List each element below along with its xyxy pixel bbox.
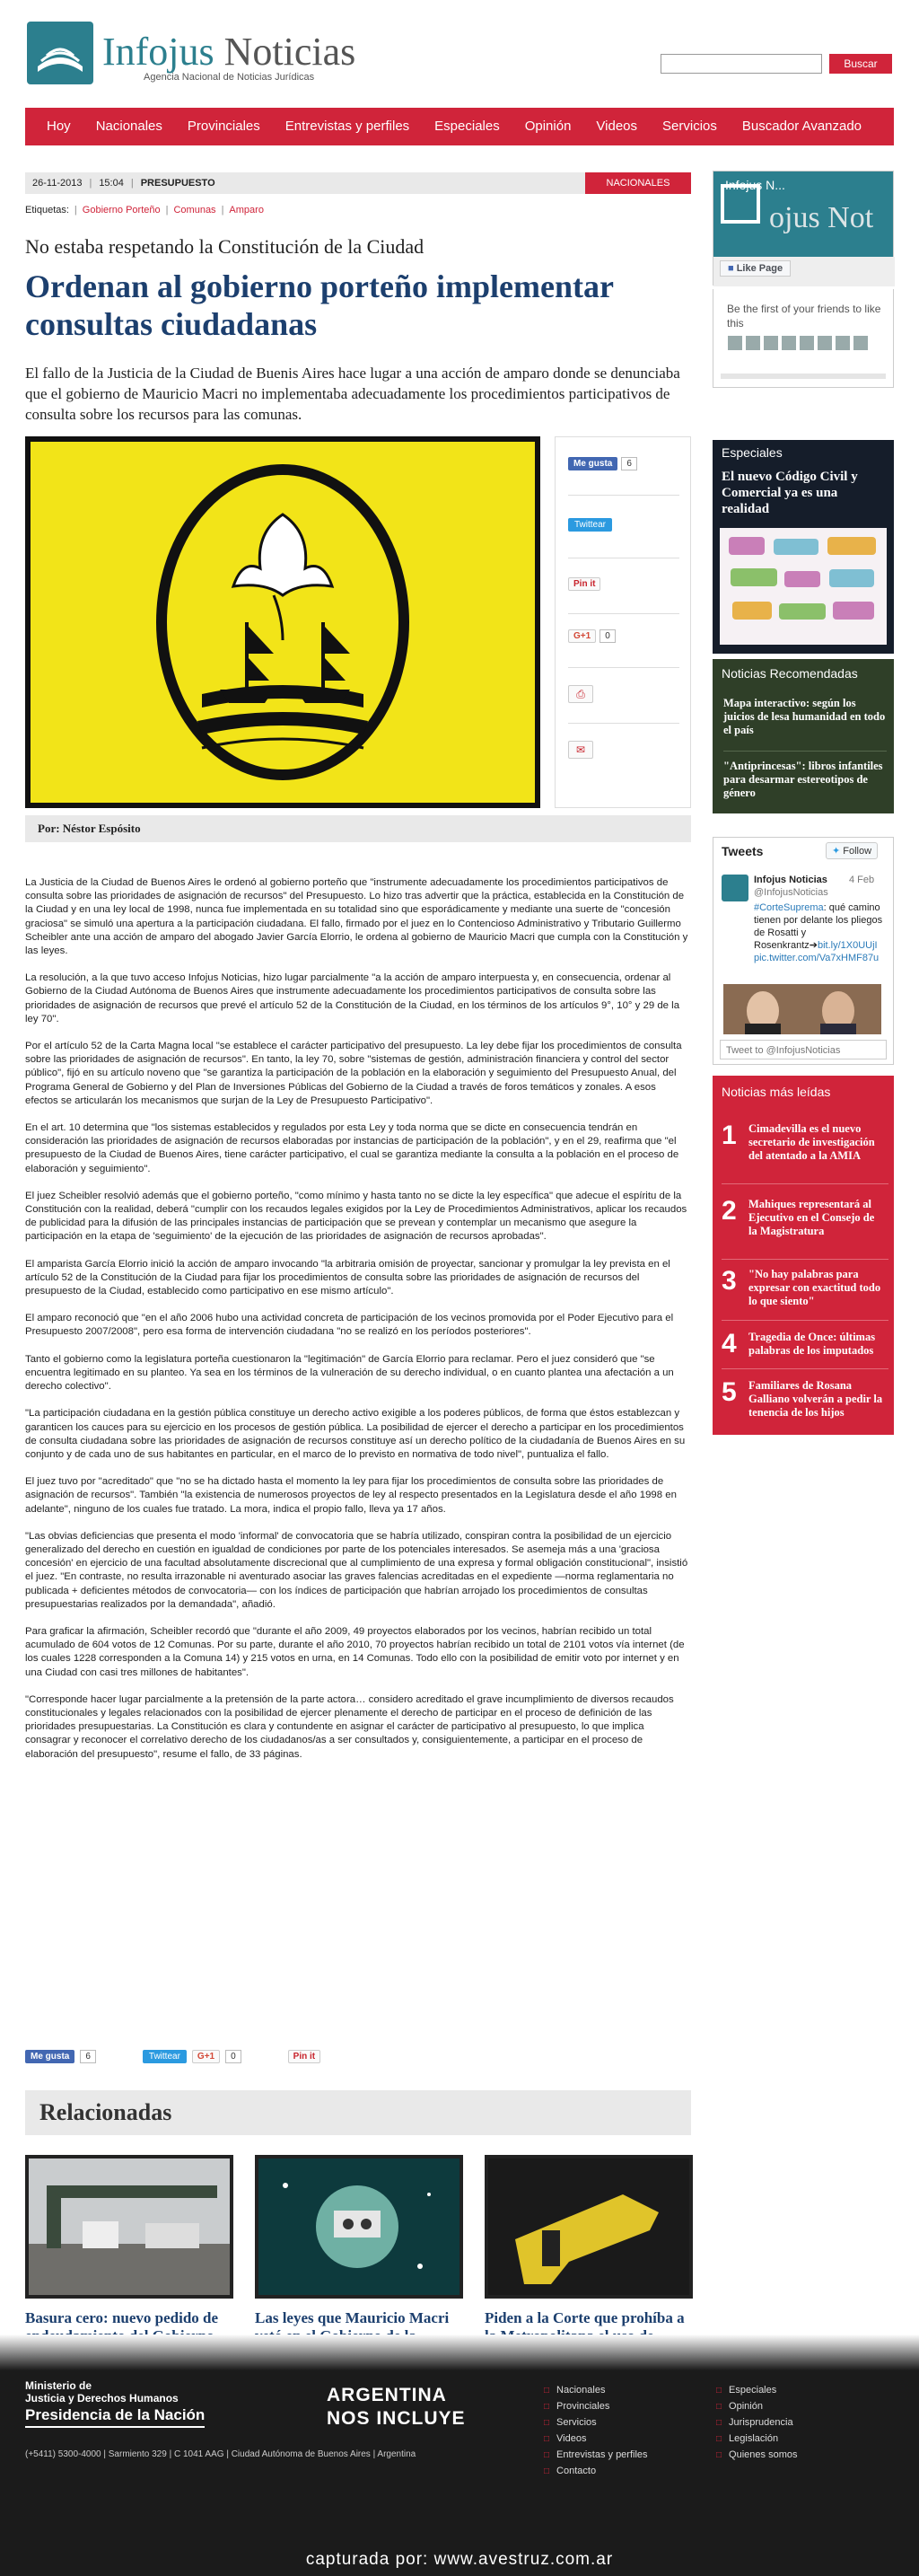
article-paragraph: El juez tuvo por "acreditado" que "no se ha dictado hasta el momento la ley para fijar los procedimientos de consulta sobre las prioridades de asignación de recursos". También "la existencia de numerosos proyectos de ley al respecto presentados en la Legislatura desde el año 1998 en adelante", ninguno de los cuales fue tratado. La mora, indica el propio fallo, lleva ya 17 años.: [25, 1476, 677, 1515]
especiales-label: Especiales: [722, 445, 783, 460]
footer-link[interactable]: □ Opinión: [716, 2401, 763, 2412]
facebook-like-page-button[interactable]: [720, 260, 791, 277]
article-paragraph: El amparista García Elorrio inició la acción de amparo invocando "la arbitraria omisión de proyectar, sancionar y promulgar la ley prevista en el artículo 52 de la Constitución de la Ciudad para fijar los procedimientos de consulta sobre las prioridades de asignación de recursos del presupuesto de la Ciudad, establecido como participativo en ese mismo artículo".: [25, 1258, 670, 1297]
google-plus-button[interactable]: G+1: [568, 629, 596, 643]
nav-item-provinciales[interactable]: Provinciales: [187, 119, 260, 134]
especiales-title[interactable]: El nuevo Código Civil y Comercial ya es una realidad: [722, 470, 858, 516]
recomendadas-label: Noticias Recomendadas: [722, 666, 858, 681]
twitter-follow-button[interactable]: [826, 842, 878, 859]
article-date: 26-11-2013: [32, 178, 83, 189]
article-paragraph: La resolución, a la que tuvo acceso Infojus Noticias, hizo lugar parcialmente "a la acción de amparo interpuesta y, en consecuencia, ordenar al Gobierno de la Ciudad Autónoma de Buenos Aires que instrumente adecuadamente los procedimientos participativos de consulta sobre las prioridades de asignación de recursos que prevé el artículo 52 de la Constitución de la Ciudad, en los términos de los artículos 9°, 10° y 29 de la ley 70".: [25, 972, 680, 1024]
footer-link[interactable]: □ Servicios: [544, 2417, 597, 2428]
footer-address: (+5411) 5300-4000 | Sarmiento 329 | C 1041 AAG | Ciudad Autónoma de Buenos Aires | Argentina: [25, 2449, 416, 2459]
follow-label: Follow: [843, 846, 872, 857]
mas-leida-title[interactable]: Tragedia de Once: últimas palabras de los imputados: [748, 1331, 876, 1357]
article-paragraph: El amparo reconoció que "en el año 2006 hubo una actividad concreta de participación de los vecinos promovida por el Poder Ejecutivo para el Presupuesto 2007/2008", pero esa forma de intervención ciudadana "no se realizó en los períodos posteriores".: [25, 1313, 674, 1338]
mas-leida-number: 1: [722, 1121, 737, 1150]
related-title[interactable]: Las leyes que Mauricio Macri: [255, 2309, 450, 2326]
tags: Etiquetas: | Gobierno Porteño | Comunas | Amparo: [25, 205, 264, 215]
nav-item-opinion[interactable]: Opinión: [524, 119, 572, 134]
mas-leida-number: 2: [722, 1196, 737, 1226]
tweet-button[interactable]: Twittear: [143, 2050, 187, 2063]
mas-leida-item[interactable]: [722, 1268, 892, 1308]
logo-subtitle: Agencia Nacional de Noticias Jurídicas: [144, 72, 315, 83]
tags-label: Etiquetas:: [25, 205, 69, 215]
footer-link[interactable]: □ Contacto: [544, 2466, 596, 2476]
facebook-page-name[interactable]: Infojus N...: [725, 178, 785, 192]
article-paragraph: "Las obvias deficiencias que presenta el modo 'informal' de convocatoria que se habría utilizado, conspiran contra la posibilidad de un ejercicio generalizado del derecho en cuestión en igualdad de condiciones por parte de los potenciales interesados. Se asemeja más a una 'graciosa concesión' en ejercicio de una facultad absolutamente discrecional que al cumplimiento de una expresa y formal obligación constitucional", insistió el juez. "En contraste, no resulta irrazonable ni aventurado asociar las graves falencias acreditadas en el expediente —norma reglamentaria no publicada + deficientes métodos de convocatoria— con los índices de participación que habrían arrojado los procedimientos de consultas presupuestarias realizados por la demandada", añadió.: [25, 1530, 688, 1610]
article-paragraph: Por el artículo 52 de la Carta Magna local "se establece el carácter participativo del presupuesto. La ley debe fijar los procedimientos de consulta sobre las prioridades de asignación de recursos". En tanto, la ley 70, sobre "sistemas de gestión, administración financiera y control del sector público", fijó en su artículo noveno que "se garantiza la participación de la población en la elaboración y seguimiento del Presupuesto Anual, del Programa General de Gobierno y del Plan de Inversiones Públicas del Gobierno de la Ciudad a través de foros temáticos y zonales. A esos efectos se articularán los mecanismos que surjan de la Ley de Presupuesto Participativo".: [25, 1041, 682, 1106]
logo-text[interactable]: [102, 31, 355, 74]
related-title[interactable]: Piden a la Corte que prohíba a: [485, 2309, 685, 2326]
related-image[interactable]: [255, 2155, 463, 2299]
tweets-label: Tweets: [722, 844, 764, 858]
ministerio-line-1[interactable]: Ministerio de: [25, 2379, 92, 2392]
tag-link[interactable]: Amparo: [229, 205, 264, 215]
pinterest-button[interactable]: Pin it: [568, 577, 600, 591]
facebook-like-button[interactable]: Me gusta: [568, 457, 617, 470]
nav-item-buscador[interactable]: Buscador Avanzado: [741, 119, 862, 134]
svg-text:ojus Not: ojus Not: [769, 201, 874, 234]
tweet-body: : qué camino tienen por delante los pliegos de Rosatti y Rosenkrantz➔: [754, 902, 883, 951]
facebook-like-button[interactable]: Me gusta: [25, 2050, 74, 2063]
especiales-image[interactable]: [720, 528, 887, 645]
google-plus-count: 0: [225, 2050, 241, 2063]
footer-link[interactable]: □ Jurisprudencia: [716, 2417, 793, 2428]
mas-leida-item[interactable]: [722, 1198, 892, 1238]
article-lead: El fallo de la Justicia de la Ciudad de Buenis Aires hace lugar a una acción de amparo donde se denunciaba que el gobierno de Mauricio Macri no implementaba adecuadamente los procedimientos participativos de consulta sobre los recursos para las comunas.: [25, 365, 680, 423]
footer-link[interactable]: □ Entrevistas y perfiles: [544, 2449, 648, 2460]
article-paragraph: En el art. 10 determina que "los sistemas establecidos y regulados por esta Ley y toda norma que se dicte en consecuencia tendrán en consideración las prioridades de asignación de recursos elaboradas por instancias de participación de la población", y en el 29, reafirma que "el presupuesto de la Ciudad de Buenos Aires, tiene carácter participativo, el cual se garantiza mediante la consulta a la población en el proceso de elaboración y seguimiento".: [25, 1122, 679, 1174]
facebook-friends-text: Be the first of your friends to like this: [727, 303, 881, 330]
article-paragraph: "Corresponde hacer lugar parcialmente a la pretensión de la parte actora… considero acreditado el grave incumplimiento de diversos recaudos constitucionales y legales relacionados con la posibilidad de ejercer plenamente el derecho de participar en el proceso de definición de las prioridades presupuestarias. La Constitución es clara y contundente en asignar el carácter de participativo al presupuesto, lo que implica consagrar y reconocer el correlativo derecho de los ciudadanos/as a ser consultados y, consiguientemente, a participar en el proceso de elaboración del presupuesto", resume el fallo, de 33 páginas.: [25, 1693, 674, 1760]
city-coat-of-arms-icon: [148, 461, 417, 784]
presidencia-label[interactable]: Presidencia de la Nación: [25, 2406, 205, 2428]
facebook-like-widget[interactable]: [568, 457, 637, 470]
nav-item-entrevistas[interactable]: Entrevistas y perfiles: [284, 119, 410, 134]
tweet-text: [754, 901, 885, 964]
tweet-date[interactable]: 4 Feb: [849, 875, 875, 885]
article-paragraph: Tanto el gobierno como la legislatura porteña cuestionaron la "legitimación" de García Elorrio para reclamar. Pero el juez consideró que "se encuentra legitimado en su planteo. Ya sea en los términos de la vulneración de su derecho individual, o en cuanto plantea una afectación a un derecho colectivo".: [25, 1353, 674, 1393]
facebook-like-count: 6: [621, 457, 637, 470]
bottom-share-bar: [25, 2050, 320, 2063]
google-plus-button[interactable]: G+1: [192, 2050, 220, 2063]
mas-leida-number: 3: [722, 1266, 737, 1296]
pinterest-button[interactable]: Pin it: [288, 2050, 320, 2063]
argentina-logo-line-1[interactable]: ARGENTINA: [327, 2385, 447, 2405]
tag-link[interactable]: Comunas: [173, 205, 216, 215]
logo-second: Noticias: [223, 30, 356, 74]
nav-item-nacionales[interactable]: Nacionales: [95, 119, 162, 134]
mas-leida-number: 5: [722, 1377, 737, 1407]
article-author: Por: Néstor Espósito: [25, 815, 691, 842]
recomendada-item[interactable]: "Antiprincesas": libros infantiles para desarmar estereotipos de género: [723, 760, 883, 799]
email-icon[interactable]: ✉: [568, 741, 593, 759]
related-header: Relacionadas: [25, 2090, 691, 2135]
mas-leidas-label: Noticias más leídas: [722, 1085, 831, 1099]
article-image: [25, 436, 540, 808]
facebook-like-page-label: Like Page: [736, 263, 783, 274]
ministerio-line-2[interactable]: Justicia y Derechos Humanos: [25, 2392, 179, 2405]
tweet-button[interactable]: Twittear: [568, 518, 612, 532]
footer-link[interactable]: □ Quienes somos: [716, 2449, 797, 2460]
avatar[interactable]: [722, 875, 748, 901]
print-icon[interactable]: ⎙: [568, 685, 593, 703]
facebook-like-count: 6: [80, 2050, 96, 2063]
twitter-bird-icon: ✦: [832, 846, 844, 857]
related-image[interactable]: [485, 2155, 693, 2299]
mas-leida-number: 4: [722, 1329, 737, 1358]
nav-item-hoy[interactable]: Hoy: [47, 119, 71, 134]
search-button[interactable]: Buscar: [829, 54, 892, 74]
article-category: PRESUPUESTO: [140, 178, 215, 189]
mas-leida-title[interactable]: Mahiques representará al Ejecutivo en el Consejo de la Magistratura: [748, 1198, 875, 1237]
share-column: [555, 436, 691, 808]
mas-leida-title[interactable]: Cimadevilla es el nuevo secretario de investigación del atentado a la AMIA: [748, 1122, 875, 1162]
article-headline: Ordenan al gobierno porteño implementar consultas ciudadanas: [25, 268, 614, 342]
footer-link[interactable]: □ Videos: [544, 2433, 586, 2444]
mas-leida-item[interactable]: [722, 1379, 892, 1420]
article-meta: 26-11-2013 | 15:04 | PRESUPUESTO: [25, 172, 691, 194]
logo-icon[interactable]: [27, 22, 93, 84]
search-input[interactable]: [661, 54, 822, 74]
mas-leida-item[interactable]: [722, 1122, 892, 1163]
tweet-handle[interactable]: @InfojusNoticias: [754, 887, 828, 898]
related-card[interactable]: [255, 2155, 463, 2363]
recomendada-item[interactable]: Mapa interactivo: según los juicios de lesa humanidad en todo el país: [723, 697, 886, 736]
tweet-image[interactable]: [723, 984, 881, 1034]
mas-leida-title[interactable]: Familiares de Rosana Galliano volverán a pedir la tenencia de los hijos: [748, 1379, 883, 1419]
capture-caption: capturada por: www.avestruz.com.ar: [305, 2550, 614, 2569]
nav-item-videos[interactable]: Videos: [596, 119, 638, 134]
related-card[interactable]: [485, 2155, 693, 2363]
nav-item-servicios[interactable]: Servicios: [662, 119, 717, 134]
article-paragraph: La Justicia de la Ciudad de Buenos Aires le ordenó al gobierno porteño que "instrumente adecuadamente los procedimientos participativos de consulta sobre las prioridades de asignación de recursos" del Presupuesto. Lo hizo tras advertir que la práctica, establecida en la Constitución de la Ciudad y en una ley local de 1998, nunca fue implementada en su totalidad sino que esporádicamente y mediante una suerte de "concesión graciosa" se simuló una apertura a la participación ciudadana. El fallo, firmado por el juez en lo Contencioso Administrativo y Tributario Guillermo Scheibler ante una acción de amparo del abogado Javier García Elorrio, le ordena al gobierno de Mauricio Macri que cumpla con la Constitución y las leyes.: [25, 877, 688, 957]
mas-leida-item[interactable]: [722, 1331, 892, 1358]
article-time: 15:04: [99, 178, 124, 189]
related-image[interactable]: [25, 2155, 233, 2299]
article-body: [25, 876, 691, 1775]
facebook-icon: ■: [728, 263, 737, 274]
article-paragraph: El juez Scheibler resolvió además que el gobierno porteño, "como mínimo y hasta tanto no se dicte la ley específica" que adecue el espíritu de la Constitución con la realidad, deberá "cumplir con los recaudos legales exigidos por la Ley de Procedimientos Administrativos, aplicar los recaudos de publicidad para la difusión de las principales instancias de participación que se prevean y contemplar un mecanismo que asegure la participación en la etapa de 'seguimiento' de la ejecución de las prioridades de asignación de recursos aprobadas".: [25, 1190, 687, 1243]
tag-link[interactable]: Gobierno Porteño: [82, 205, 161, 215]
footer-link[interactable]: □ Provinciales: [544, 2401, 609, 2412]
article-paragraph: "La participación ciudadana en la gestión pública constituye un derecho activo exigible a los poderes públicos, de forma que éstos establezcan y garanticen los cauces para su ejercicio en los procesos de gestión pública. La posibilidad de ejercer el derecho a participar en los procedimientos de consulta ciudadana sobre las prioridades de asignación de recursos constituye así un derecho político de la ciudadanía de Buenos Aires en su conjunto y de cada uno de sus habitantes en particular, en el marco de lo previsto en normativa de todo nivel", puntualiza el fallo.: [25, 1408, 686, 1460]
tweet-hashtag[interactable]: #CorteSuprema: [754, 902, 824, 913]
article-subtitle: No estaba respetando la Constitución de la Ciudad: [25, 235, 424, 258]
main-nav: [25, 108, 894, 145]
footer-link[interactable]: □ Legislación: [716, 2433, 778, 2444]
tweet-user[interactable]: Infojus Noticias: [754, 875, 827, 885]
related-title[interactable]: Basura cero: nuevo pedido de: [25, 2309, 219, 2326]
related-card[interactable]: [25, 2155, 233, 2363]
tweet-link[interactable]: bit.ly/1X0UUjI: [817, 940, 878, 951]
tweet-compose-input[interactable]: Tweet to @InfojusNoticias: [720, 1040, 887, 1059]
tweet-link[interactable]: pic.twitter.com/Va7xHMF87u: [754, 953, 880, 963]
nav-item-especiales[interactable]: Especiales: [434, 119, 500, 134]
google-plus-count: 0: [600, 629, 616, 643]
footer-link[interactable]: □ Nacionales: [544, 2385, 605, 2396]
argentina-logo-line-2[interactable]: NOS INCLUYE: [327, 2408, 466, 2429]
mas-leida-title[interactable]: "No hay palabras para expresar con exactitud todo lo que siento": [748, 1268, 881, 1307]
footer-fade: [0, 2334, 919, 2370]
logo-main: Infojus: [102, 30, 214, 74]
footer-link[interactable]: □ Especiales: [716, 2385, 776, 2396]
article-paragraph: Para graficar la afirmación, Scheibler recordó que "durante el año 2009, 49 proyectos elaborados por los vecinos, habrían recibido un total acumulado de 604 votos de 12 Comunas. Por su parte, durante el año 2010, 70 proyectos habrían recibido un total de 2101 votos vía internet (de los cuales 1228 corresponden a la Comuna 14) y 215 votos en urna, en 14 Comunas. Todo ello con la posibilidad de emitir voto por internet y en una Ciudad con casi tres millones de habitantes".: [25, 1625, 685, 1678]
section-badge[interactable]: NACIONALES: [585, 172, 691, 194]
